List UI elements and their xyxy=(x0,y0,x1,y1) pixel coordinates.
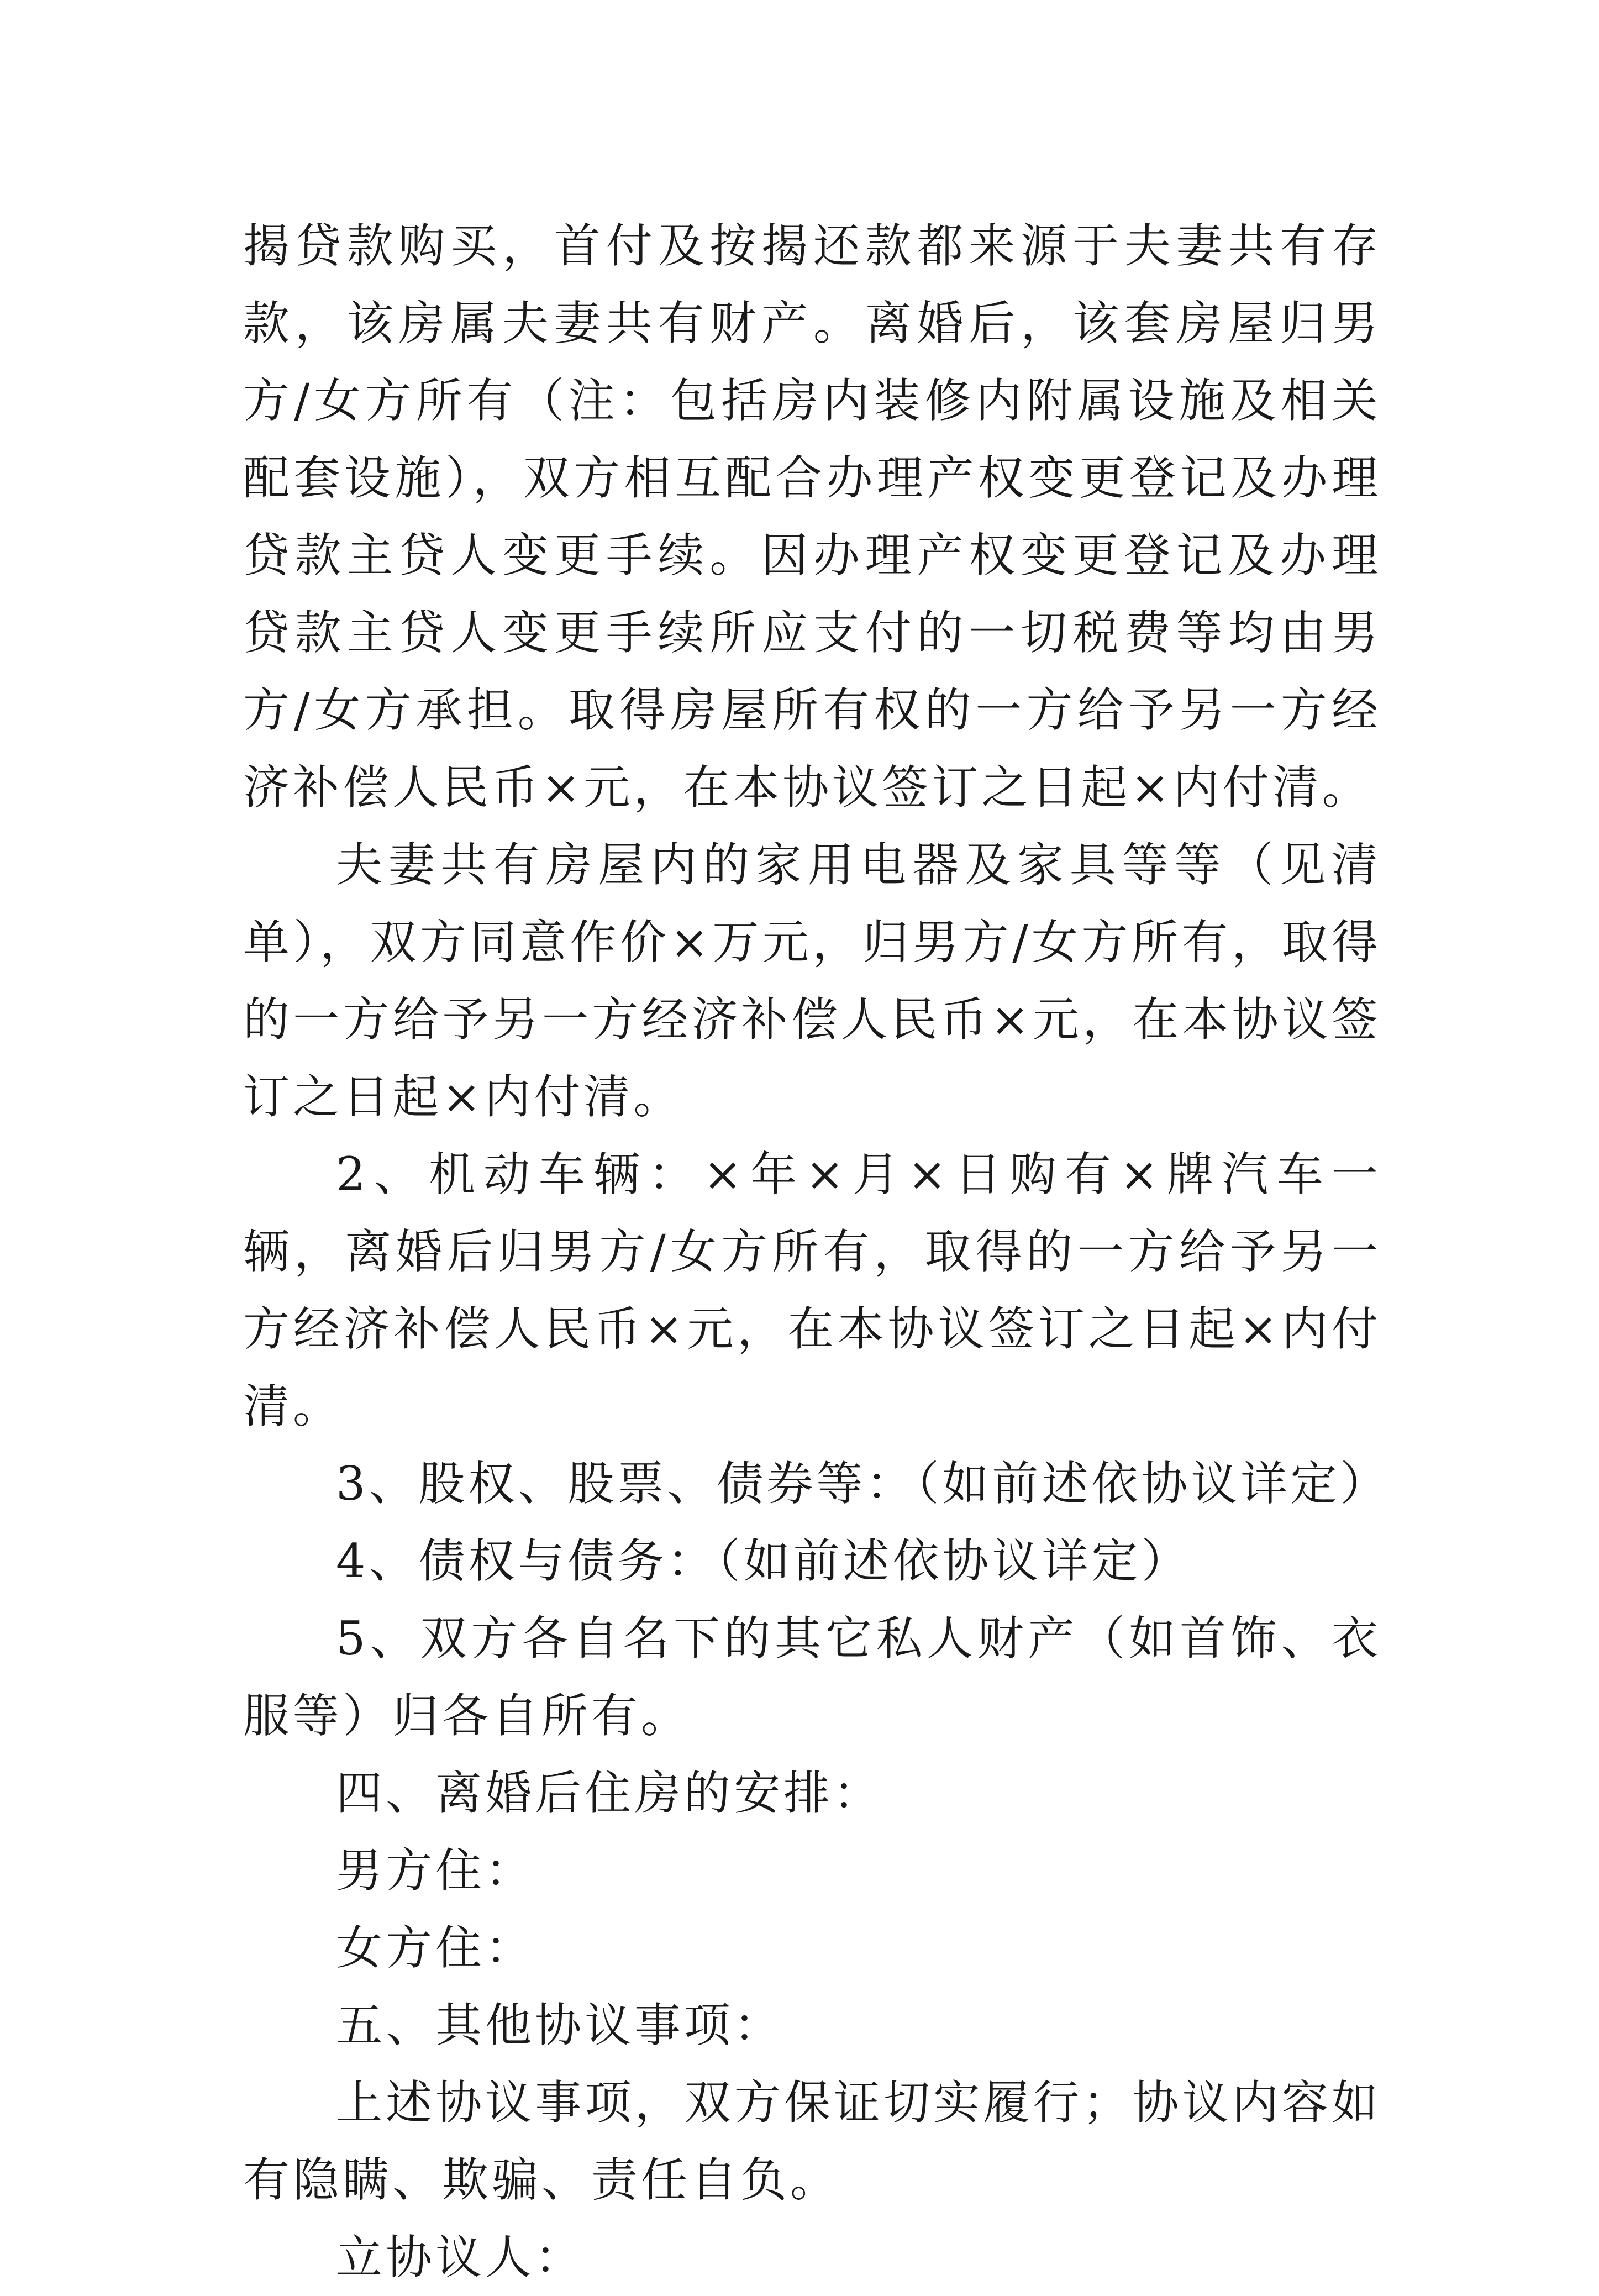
line-male-residence: 男方住： xyxy=(336,1843,535,1898)
paragraph-house-ownership: 揭贷款购买，首付及按揭还款都来源于夫妻共有存款，该房属夫妻共有财产。离婚后，该套房屋归男方/女方所有（注：包括房内装修内附属设施及相关配套设施），双方相互配合办理产权变更登记及办理贷款主贷人变更手续。因办理产权变更登记及办理贷款主贷人变更手续所应支付的一切税费等均由男方/女方承担。取得房屋所有权的一方给予另一方经济补偿人民币×元，在本协议签订之日起×内付清。 xyxy=(243,219,1381,815)
paragraph-debts: 4、债权与债务：（如前述依协议详定） xyxy=(336,1534,1191,1588)
paragraph-guarantee: 上述协议事项，双方保证切实履行；协议内容如有隐瞒、欺骗、责任自负。 xyxy=(243,2076,1381,2207)
document-page xyxy=(243,207,1390,2296)
paragraph-motor-vehicle: 2、机动车辆：×年×月×日购有×牌汽车一辆，离婚后归男方/女方所有，取得的一方给予另一方经济补偿人民币×元，在本协议签订之日起×内付清。 xyxy=(243,1147,1381,1433)
paragraph-private-property: 5、双方各自名下的其它私人财产（如首饰、衣服等）归各自所有。 xyxy=(243,1611,1381,1743)
section-heading-housing: 四、离婚后住房的安排： xyxy=(336,1766,883,1820)
line-female-residence: 女方住： xyxy=(336,1921,535,1975)
line-signatories: 立协议人： xyxy=(336,2230,585,2284)
paragraph-household-appliances: 夫妻共有房屋内的家用电器及家具等等（见清单），双方同意作价×万元，归男方/女方所有，取得的一方给予另一方经济补偿人民币×元，在本协议签订之日起×内付清。 xyxy=(243,838,1381,1124)
section-heading-other-matters: 五、其他协议事项： xyxy=(336,1998,784,2052)
paragraph-equity-stocks: 3、股权、股票、债券等：（如前述依协议详定） xyxy=(336,1457,1390,1511)
